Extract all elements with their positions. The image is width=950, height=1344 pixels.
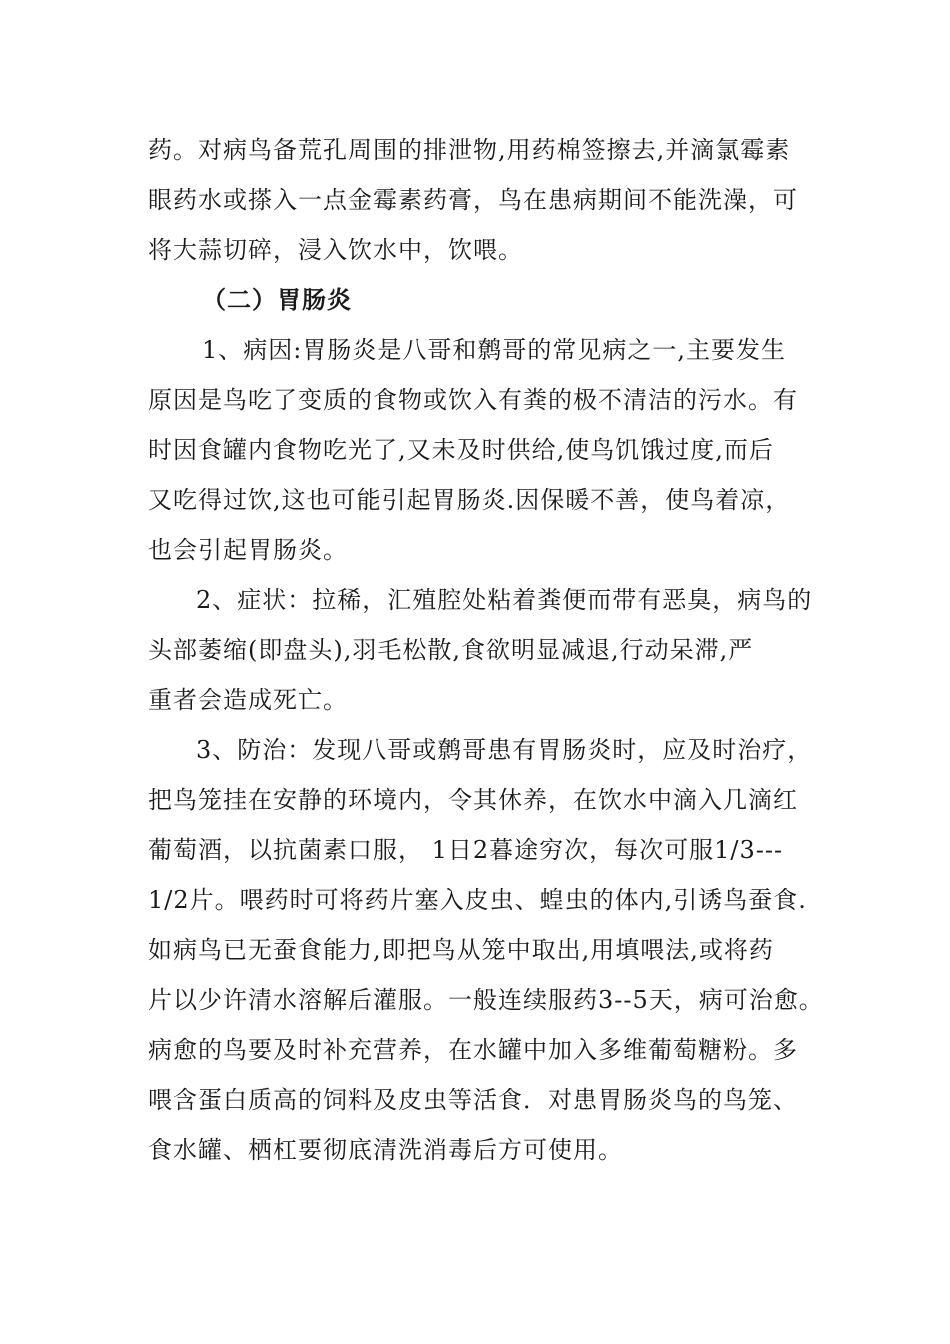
section-heading: （二）胃肠炎 (202, 285, 352, 314)
paragraph-line: 原因是鸟吃了变质的食物或饮入有粪的极不清洁的污水。有 (148, 386, 798, 414)
paragraph-line: 喂含蛋白质高的饲料及皮虫等活食．对患胃肠炎鸟的鸟笼、 (148, 1086, 798, 1114)
paragraph-line: 头部萎缩(即盘头),羽毛松散,食欲明显减退,行动呆滞,严 (148, 636, 754, 664)
paragraph-line: 又吃得过饮,这也可能引起胃肠炎.因保暖不善，使鸟着凉， (148, 486, 791, 514)
paragraph-line: 3、防治：发现八哥或鹩哥患有胃肠炎时，应及时治疗， (196, 736, 813, 764)
paragraph-line: 1、病因:胃肠炎是八哥和鹩哥的常见病之一,主要发生 (202, 336, 786, 364)
paragraph-line: 片以少许清水溶解后灌服。一般连续服药3--5天，病可治愈。 (148, 986, 824, 1014)
paragraph-line: 眼药水或搽入一点金霉素药膏，鸟在患病期间不能洗澡，可 (148, 186, 798, 214)
paragraph-line: 2、症状：拉稀，汇殖腔处粘着粪便而带有恶臭，病鸟的 (196, 586, 813, 614)
paragraph-line: 如病鸟已无蚕食能力,即把鸟从笼中取出,用填喂法,或将药 (148, 936, 774, 964)
paragraph-line: 把鸟笼挂在安静的环境内，令其休养，在饮水中滴入几滴红 (148, 786, 798, 814)
paragraph-line: 也会引起胃肠炎。 (148, 536, 348, 564)
paragraph-line: 时因食罐内食物吃光了,又未及时供给,使鸟饥饿过度,而后 (148, 436, 774, 464)
paragraph-line: 1/2片。喂药时可将药片塞入皮虫、蝗虫的体内,引诱鸟蚕食. (148, 886, 807, 914)
paragraph-line: 食水罐、栖杠要彻底清洗消毒后方可使用。 (148, 1136, 623, 1164)
paragraph-line: 重者会造成死亡。 (148, 686, 348, 714)
paragraph-line: 药。对病鸟备荒孔周围的排泄物,用药棉签擦去,并滴氯霉素 (148, 136, 791, 164)
paragraph-line: 病愈的鸟要及时补充营养，在水罐中加入多维葡萄糖粉。多 (148, 1036, 798, 1064)
paragraph-line: 将大蒜切碎，浸入饮水中，饮喂。 (148, 236, 523, 264)
paragraph-line: 葡萄酒，以抗菌素口服， 1日2暮途穷次，每次可服1/3--- (148, 836, 784, 864)
